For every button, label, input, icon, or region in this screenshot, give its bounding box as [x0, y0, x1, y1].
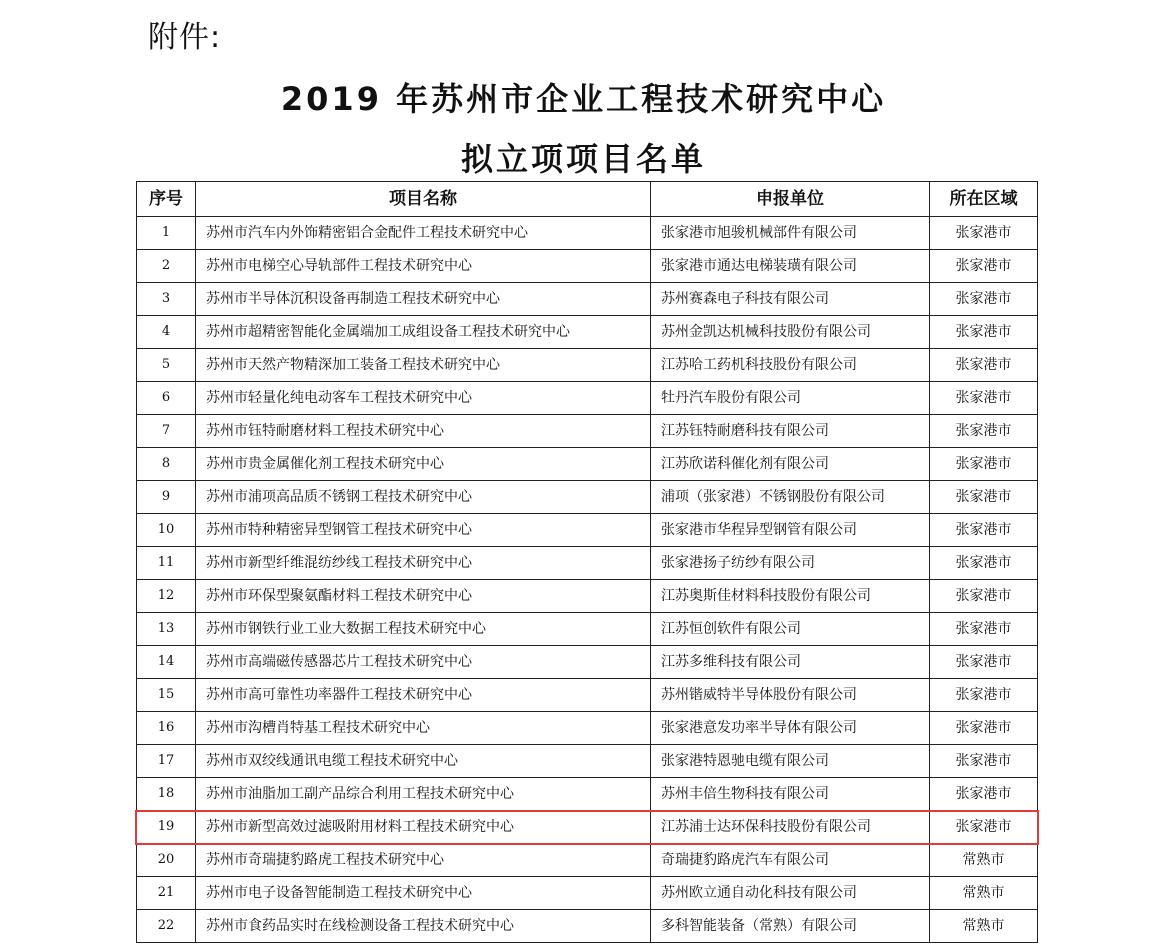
table-row	[137, 349, 1038, 382]
table-row	[137, 415, 1038, 448]
row-area: 张家港市	[930, 316, 1038, 349]
table-row	[137, 217, 1038, 250]
table-body	[137, 217, 1038, 943]
table-row	[137, 679, 1038, 712]
row-applicant-unit: 张家港特恩驰电缆有限公司	[651, 745, 930, 778]
row-no: 8	[137, 448, 196, 481]
table-row	[137, 250, 1038, 283]
row-area: 张家港市	[930, 613, 1038, 646]
table-row	[137, 613, 1038, 646]
row-area: 张家港市	[930, 415, 1038, 448]
row-area: 张家港市	[930, 481, 1038, 514]
document-subtitle: 拟立项项目名单	[460, 140, 706, 178]
row-applicant-unit: 江苏恒创软件有限公司	[651, 613, 930, 646]
row-applicant-unit: 江苏欣诺科催化剂有限公司	[651, 448, 930, 481]
header-name: 项目名称	[196, 182, 651, 217]
row-no: 16	[137, 712, 196, 745]
row-no: 10	[137, 514, 196, 547]
table-row	[137, 646, 1038, 679]
row-no: 15	[137, 679, 196, 712]
row-no: 20	[137, 844, 196, 877]
row-applicant-unit: 牡丹汽车股份有限公司	[651, 382, 930, 415]
document-title: 2019 年苏州市企业工程技术研究中心	[280, 80, 887, 118]
row-no: 21	[137, 877, 196, 910]
row-applicant-unit: 江苏钰特耐磨科技有限公司	[651, 415, 930, 448]
row-area: 常熟市	[930, 877, 1038, 910]
row-area: 张家港市	[930, 283, 1038, 316]
row-project-name: 苏州市超精密智能化金属端加工成组设备工程技术研究中心	[196, 316, 651, 349]
row-project-name: 苏州市奇瑞捷豹路虎工程技术研究中心	[196, 844, 651, 877]
row-applicant-unit: 奇瑞捷豹路虎汽车有限公司	[651, 844, 930, 877]
row-area: 张家港市	[930, 811, 1038, 844]
row-applicant-unit: 多科智能装备（常熟）有限公司	[651, 910, 930, 943]
header-no: 序号	[137, 182, 196, 217]
row-project-name: 苏州市环保型聚氨酯材料工程技术研究中心	[196, 580, 651, 613]
row-no: 7	[137, 415, 196, 448]
row-project-name: 苏州市天然产物精深加工装备工程技术研究中心	[196, 349, 651, 382]
row-area: 张家港市	[930, 382, 1038, 415]
row-project-name: 苏州市特种精密异型钢管工程技术研究中心	[196, 514, 651, 547]
row-applicant-unit: 张家港市旭骏机械部件有限公司	[651, 217, 930, 250]
row-no: 1	[137, 217, 196, 250]
row-project-name: 苏州市钢铁行业工业大数据工程技术研究中心	[196, 613, 651, 646]
header-unit: 申报单位	[651, 182, 930, 217]
row-area: 张家港市	[930, 679, 1038, 712]
row-applicant-unit: 张家港意发功率半导体有限公司	[651, 712, 930, 745]
row-project-name: 苏州市汽车内外饰精密铝合金配件工程技术研究中心	[196, 217, 651, 250]
row-area: 张家港市	[930, 646, 1038, 679]
row-area: 张家港市	[930, 547, 1038, 580]
row-project-name: 苏州市新型高效过滤吸附用材料工程技术研究中心	[196, 811, 651, 844]
row-project-name: 苏州市浦项高品质不锈钢工程技术研究中心	[196, 481, 651, 514]
row-area: 张家港市	[930, 448, 1038, 481]
row-applicant-unit: 苏州锴威特半导体股份有限公司	[651, 679, 930, 712]
row-area: 张家港市	[930, 349, 1038, 382]
row-area: 张家港市	[930, 580, 1038, 613]
row-applicant-unit: 江苏浦士达环保科技股份有限公司	[651, 811, 930, 844]
row-no: 12	[137, 580, 196, 613]
table-row	[137, 877, 1038, 910]
row-no: 6	[137, 382, 196, 415]
row-applicant-unit: 江苏奥斯佳材料科技股份有限公司	[651, 580, 930, 613]
table-row	[137, 448, 1038, 481]
row-no: 11	[137, 547, 196, 580]
header-area: 所在区域	[930, 182, 1038, 217]
row-no: 22	[137, 910, 196, 943]
table-row	[137, 844, 1038, 877]
row-project-name: 苏州市高可靠性功率器件工程技术研究中心	[196, 679, 651, 712]
table-row	[137, 514, 1038, 547]
row-area: 张家港市	[930, 514, 1038, 547]
row-area: 张家港市	[930, 217, 1038, 250]
row-no: 13	[137, 613, 196, 646]
table-row	[137, 382, 1038, 415]
row-no: 14	[137, 646, 196, 679]
row-no: 2	[137, 250, 196, 283]
row-applicant-unit: 浦项（张家港）不锈钢股份有限公司	[651, 481, 930, 514]
row-area: 常熟市	[930, 844, 1038, 877]
row-project-name: 苏州市贵金属催化剂工程技术研究中心	[196, 448, 651, 481]
row-no: 3	[137, 283, 196, 316]
row-area: 张家港市	[930, 712, 1038, 745]
table-row	[137, 316, 1038, 349]
row-project-name: 苏州市新型纤维混纺纱线工程技术研究中心	[196, 547, 651, 580]
row-project-name: 苏州市双绞线通讯电缆工程技术研究中心	[196, 745, 651, 778]
table-row	[137, 745, 1038, 778]
row-no: 17	[137, 745, 196, 778]
row-applicant-unit: 苏州丰倍生物科技有限公司	[651, 778, 930, 811]
row-project-name: 苏州市电子设备智能制造工程技术研究中心	[196, 877, 651, 910]
row-applicant-unit: 苏州金凯达机械科技股份有限公司	[651, 316, 930, 349]
row-no: 5	[137, 349, 196, 382]
row-applicant-unit: 张家港扬子纺纱有限公司	[651, 547, 930, 580]
row-project-name: 苏州市电梯空心导轨部件工程技术研究中心	[196, 250, 651, 283]
table-row	[137, 778, 1038, 811]
table-row	[137, 910, 1038, 943]
row-area: 常熟市	[930, 910, 1038, 943]
table-row	[137, 547, 1038, 580]
row-project-name: 苏州市食药品实时在线检测设备工程技术研究中心	[196, 910, 651, 943]
table-row	[137, 712, 1038, 745]
row-applicant-unit: 张家港市华程异型钢管有限公司	[651, 514, 930, 547]
row-project-name: 苏州市钰特耐磨材料工程技术研究中心	[196, 415, 651, 448]
table-row	[137, 811, 1038, 844]
row-applicant-unit: 苏州赛森电子科技有限公司	[651, 283, 930, 316]
row-no: 18	[137, 778, 196, 811]
row-area: 张家港市	[930, 250, 1038, 283]
row-project-name: 苏州市半导体沉积设备再制造工程技术研究中心	[196, 283, 651, 316]
table-row	[137, 481, 1038, 514]
table-row	[137, 283, 1038, 316]
row-no: 19	[137, 811, 196, 844]
row-applicant-unit: 江苏哈工药机科技股份有限公司	[651, 349, 930, 382]
row-area: 张家港市	[930, 778, 1038, 811]
row-project-name: 苏州市油脂加工副产品综合利用工程技术研究中心	[196, 778, 651, 811]
table-header-row	[137, 182, 1038, 217]
row-no: 4	[137, 316, 196, 349]
row-project-name: 苏州市高端磁传感器芯片工程技术研究中心	[196, 646, 651, 679]
row-applicant-unit: 张家港市通达电梯装璜有限公司	[651, 250, 930, 283]
row-project-name: 苏州市轻量化纯电动客车工程技术研究中心	[196, 382, 651, 415]
row-applicant-unit: 江苏多维科技有限公司	[651, 646, 930, 679]
row-no: 9	[137, 481, 196, 514]
project-table	[136, 181, 1038, 943]
row-area: 张家港市	[930, 745, 1038, 778]
row-applicant-unit: 苏州欧立通自动化科技有限公司	[651, 877, 930, 910]
table-row	[137, 580, 1038, 613]
row-project-name: 苏州市沟槽肖特基工程技术研究中心	[196, 712, 651, 745]
attachment-label: 附件:	[148, 20, 222, 55]
